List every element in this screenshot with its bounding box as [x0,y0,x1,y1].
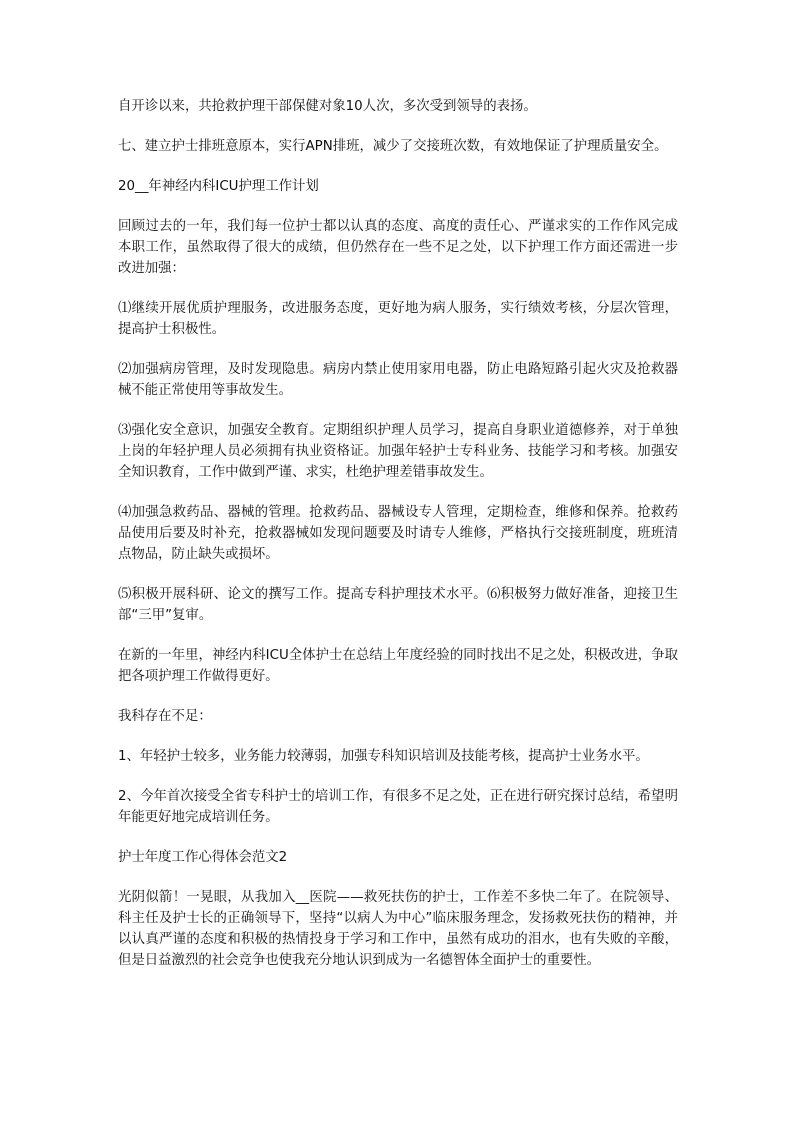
paragraph: ⑷加强急救药品、器械的管理。抢救药品、器械设专人管理，定期检查，维修和保养。抢救药品使用后要及时补充，抢救器械如发现问题要及时请专人维修，严格执行交接班制度，班班清点物品，防止缺失或损坏。 [118,505,678,562]
section-heading: 护士年度工作心得体会范文2 [118,850,288,865]
paragraph: 在新的一年里，神经内科ICU全体护士在总结上年度经验的同时找出不足之处，积极改进，争取把各项护理工作做得更好。 [118,648,678,684]
paragraph: 2、今年首次接受全省专科护士的培训工作，有很多不足之处，正在进行研究探讨总结，希望明年能更好地完成培训任务。 [118,789,678,825]
paragraph: 1、年轻护士较多，业务能力较薄弱，加强专科知识培训及技能考核，提高护士业务水平。 [118,749,649,764]
paragraph: 光阴似箭！一晃眼，从我加入__医院——救死扶伤的护士，工作差不多快二年了。在院领导、科主任及护士长的正确领导下，坚持“以病人为中心”临床服务理念，发扬救死扶伤的精神，并以认真严谨的态度和积极的热情投身于学习和工作中，虽然有成功的泪水，也有失败的辛酸，但是日益激烈的社会竞争也使我充分地认识到成为一名德智体全面护士的重要性。 [118,890,678,968]
paragraph: ⑸积极开展科研、论文的撰写工作。提高专科护理技术水平。⑹积极努力做好准备，迎接卫生部“三甲”复审。 [118,587,678,623]
paragraph: ⑶强化安全意识，加强安全教育。定期组织护理人员学习，提高自身职业道德修养，对于单独上岗的年轻护理人员必须拥有执业资格证。加强年轻护士专科业务、技能学习和考核。加强安全知识教育，工作中做到严谨、求实，杜绝护理差错事故发生。 [118,423,678,480]
paragraph: 自开诊以来，共抢救护理干部保健对象10人次，多次受到领导的表扬。 [118,99,537,114]
document-body [118,96,678,990]
paragraph: ⑵加强病房管理，及时发现隐患。病房内禁止使用家用电器，防止电路短路引起火灾及抢救器械不能正常使用等事故发生。 [118,362,678,398]
section-heading: 20__年神经内科ICU护理工作计划 [118,179,319,194]
paragraph: ⑴继续开展优质护理服务，改进服务态度，更好地为病人服务，实行绩效考核，分层次管理，提高护士积极性。 [118,301,678,337]
paragraph: 七、建立护士排班意原本，实行APN排班，减少了交接班次数，有效地保证了护理质量安全。 [118,139,668,154]
section-heading: 我科存在不足： [118,709,212,724]
paragraph: 回顾过去的一年，我们每一位护士都以认真的态度、高度的责任心、严谨求实的工作作风完成本职工作，虽然取得了很大的成绩，但仍然存在一些不足之处，以下护理工作方面还需进一步改进加强： [118,219,678,276]
